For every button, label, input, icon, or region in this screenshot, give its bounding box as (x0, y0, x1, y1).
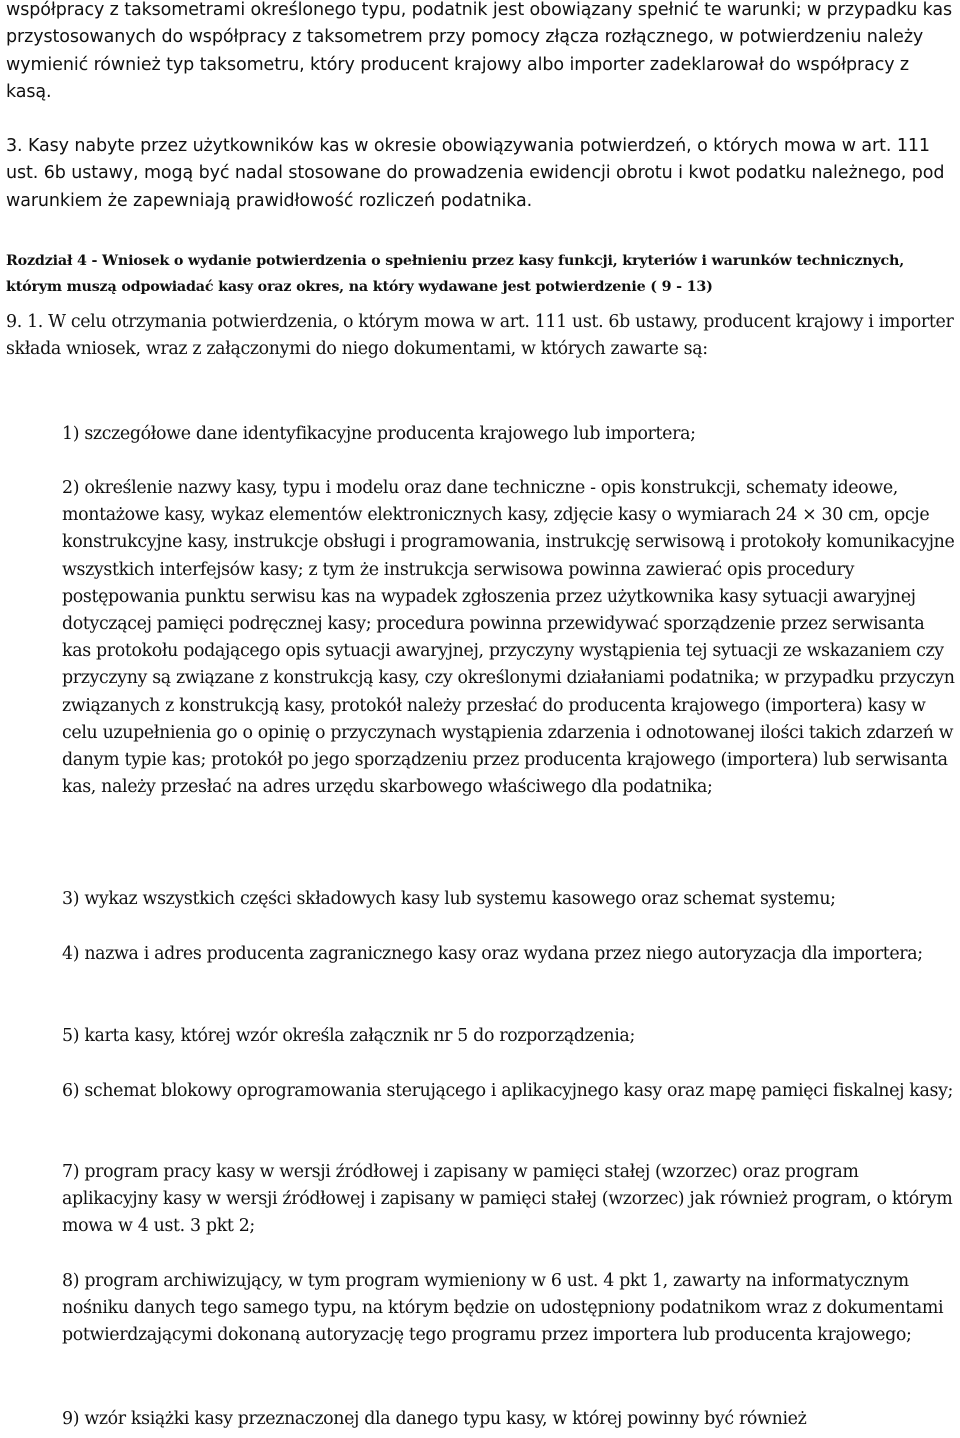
list-item: 7) program pracy kasy w wersji źródłowej i zapisany w pamięci stałej (wzorzec) oraz program aplikacyjny kasy w wersji źródłowej i zapisany w pamięci stałej (wzorzec) jak również program, o którym mowa w 4 ust. 3 pkt 2; (62, 1162, 953, 1237)
list-item: 2) określenie nazwy kasy, typu i modelu oraz dane techniczne - opis konstrukcji, schematy ideowe, montażowe kasy, wykaz elementów elektronicznych kasy, zdjęcie kasy o wymiarach 24 × 30 cm, opcje konstrukcyjne kasy, instrukcje obsługi i programowania, instrukcję serwisową i protokoły komunikacyjne wszystkich interfejsów kasy; z tym że instrukcja serwisowa powinna zawierać opis procedury postępowania punktu serwisu kas na wypadek zgłoszenia przez użytkownika kasy sytuacji awaryjnej dotyczącej pamięci podręcznej kasy; procedura powinna przewidywać sporządzenie przez serwisanta kas protokołu podającego opis sytuacji awaryjnej, przyczyny wystąpienia tej sytuacji ze wskazaniem czy przyczyny są związane z konstrukcją kasy, czy określonymi działaniami podatnika; w przypadku przyczyn związanych z konstrukcją kasy, protokół należy przesłać do producenta krajowego (importera) kasy w celu uzupełnienia go o opinię o przyczynach wystąpienia zdarzenia i odnotowanej ilości takich zdarzeń w danym typie kas; protokół po jego sporządzeniu przez producenta krajowego (importera) lub serwisanta kas, należy przesłać na adres urzędu skarbowego właściwego dla podatnika; (62, 478, 955, 798)
list-item: 1) szczegółowe dane identyfikacyjne producenta krajowego lub importera; (62, 424, 696, 444)
list-item: 5) karta kasy, której wzór określa załącznik nr 5 do rozporządzenia; (62, 1026, 635, 1046)
list-item: 3) wykaz wszystkich części składowych kasy lub systemu kasowego oraz schemat systemu; (62, 889, 836, 909)
chapter-4-heading: Rozdział 4 - Wniosek o wydanie potwierdzenia o spełnieniu przez kasy funkcji, kryteriów i warunków technicznych, którym muszą odpowiadać kasy oraz okres, na który wydawane jest potwierdzenie ( 9 - 13) (6, 253, 904, 295)
point-3-paragraph: 3. Kasy nabyte przez użytkowników kas w okresie obowiązywania potwierdzeń, o których mowa w art. 111 ust. 6b ustawy, mogą być nadal stosowane do prowadzenia ewidencji obrotu i kwot podatku należnego, pod warunkiem że zapewniają prawidłowość rozliczeń podatnika. (6, 136, 945, 211)
list-item: 8) program archiwizujący, w tym program wymieniony w 6 ust. 4 pkt 1, zawarty na informatycznym nośniku danych tego samego typu, na którym będzie on udostępniony podatnikom wraz z dokumentami potwierdzającymi dokonaną autoryzację tego programu przez importera lub producenta krajowego; (62, 1271, 944, 1346)
list-item: 6) schemat blokowy oprogramowania sterującego i aplikacyjnego kasy oraz mapę pamięci fiskalnej kasy; (62, 1081, 954, 1101)
section-9-paragraph: 9. 1. W celu otrzymania potwierdzenia, o którym mowa w art. 111 ust. 6b ustawy, producent krajowy i importer składa wniosek, wraz z załączonymi do niego dokumentami, w których zawarte są: (6, 312, 954, 360)
list-item: 4) nazwa i adres producenta zagranicznego kasy oraz wydana przez niego autoryzacja dla importera; (62, 944, 923, 964)
intro-paragraph: współpracy z taksometrami określonego typu, podatnik jest obowiązany spełnić te warunki; w przypadku kas przystosowanych do współpracy z taksometrem przy pomocy złącza rozłącznego, w potwierdzeniu należy wymienić również typ taksometru, który producent krajowy albo importer zadeklarował do współpracy z kasą. (6, 0, 953, 103)
list-item: 9) wzór książki kasy przeznaczonej dla danego typu kasy, w której powinny być również (62, 1409, 807, 1429)
document-page (6, 0, 956, 1438)
